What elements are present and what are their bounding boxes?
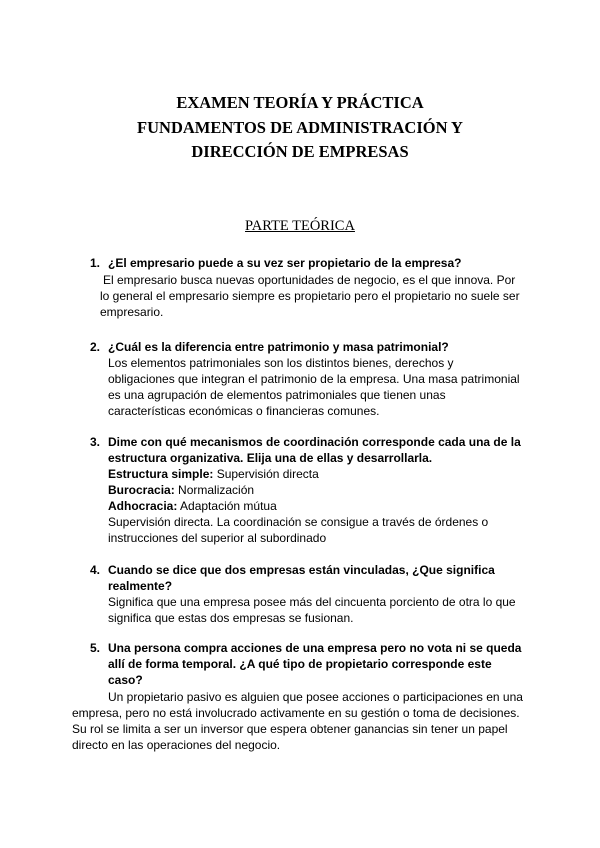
answer-line: instrucciones del superior al subordinado <box>108 531 327 545</box>
answer-line: Significa que una empresa posee más del cincuenta porciento de otra lo que <box>108 595 516 609</box>
answer-line: lo general el empresario siempre es propietario pero el propietario no suele ser <box>100 289 520 303</box>
answer-line: directo en las operaciones del negocio. <box>72 738 281 752</box>
answer-line: Su rol se limita a ser un inversor que espera obtener ganancias sin tener un papel <box>72 722 508 736</box>
question-text: estructura organizativa. Elija una de ellas y desarrollarla. <box>108 451 433 465</box>
answer-line: características económicas o financieras comunes. <box>108 404 380 418</box>
structure-label: Burocracia: <box>108 483 175 497</box>
structure-mechanism: Normalización <box>174 483 255 497</box>
answer-line: Un propietario pasivo es alguien que posee acciones o participaciones en una <box>108 690 523 704</box>
question-number: 1. <box>90 256 101 270</box>
question-text: realmente? <box>108 579 173 593</box>
structure-label: Estructura simple: <box>108 467 214 481</box>
exam-title-line-3: DIRECCIÓN DE EMPRESAS <box>191 142 409 161</box>
question-text: ¿El empresario puede a su vez ser propietario de la empresa? <box>108 256 462 270</box>
structure-item <box>108 482 254 498</box>
question-text: Dime con qué mecanismos de coordinación corresponde cada una de la <box>108 435 521 449</box>
structure-mechanism: Supervisión directa <box>213 467 319 481</box>
exam-title-line-2: FUNDAMENTOS DE ADMINISTRACIÓN Y <box>137 118 463 137</box>
section-title: PARTE TEÓRICA <box>245 218 355 234</box>
question-number: 3. <box>90 435 101 449</box>
question-text: caso? <box>108 673 143 687</box>
answer-line: obligaciones que integran el patrimonio de la empresa. Una masa patrimonial <box>108 372 520 386</box>
structure-label: Adhocracia: <box>108 499 178 513</box>
question-text: Cuando se dice que dos empresas están vinculadas, ¿Que significa <box>108 563 495 577</box>
question-text: ¿Cuál es la diferencia entre patrimonio y masa patrimonial? <box>108 340 449 354</box>
question-number: 4. <box>90 563 101 577</box>
structure-item <box>108 466 319 482</box>
answer-line: empresario. <box>100 305 164 319</box>
question-number: 5. <box>90 641 101 655</box>
answer-line: significa que estas dos empresas se fusionan. <box>108 611 354 625</box>
answer-line: Supervisión directa. La coordinación se consigue a través de órdenes o <box>108 515 489 529</box>
exam-title-line-1: EXAMEN TEORÍA Y PRÁCTICA <box>176 93 424 112</box>
answer-line: El empresario busca nuevas oportunidades de negocio, es el que innova. Por <box>103 273 516 287</box>
structure-mechanism: Adaptación mútua <box>177 499 277 513</box>
question-text: Una persona compra acciones de una empresa pero no vota ni se queda <box>108 641 522 655</box>
answer-line: empresa, pero no está involucrado activamente en su gestión o toma de decisiones. <box>72 706 520 720</box>
question-text: allí de forma temporal. ¿A qué tipo de propietario corresponde este <box>108 657 492 671</box>
answer-line: es una agrupación de elementos patrimoniales que tienen unas <box>108 388 446 402</box>
structure-item <box>108 498 277 514</box>
question-number: 2. <box>90 340 101 354</box>
answer-line: Los elementos patrimoniales son los distintos bienes, derechos y <box>108 356 454 370</box>
